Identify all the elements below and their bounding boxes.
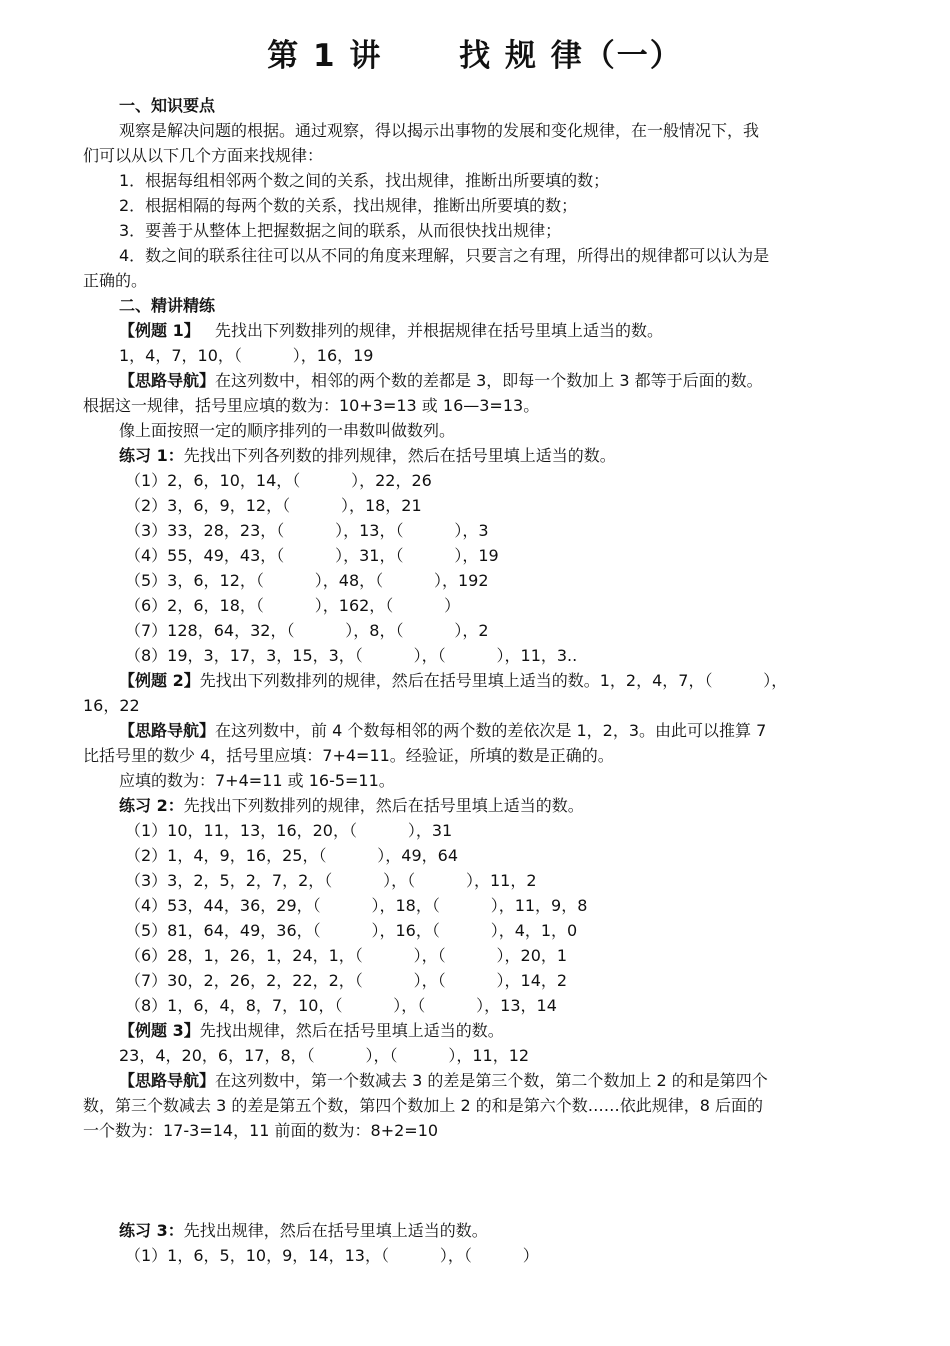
solution-text: 在这列数中，前 4 个数每相邻的两个数的差依次是 1，2，3。由此可以推算 7 xyxy=(215,721,767,740)
practice-3-label: 练习 3： xyxy=(119,1221,184,1240)
practice-2-item: （6）28，1，26，1，24，1，（ ），（ ），20，1 xyxy=(125,946,568,965)
practice-1-item: （4）55，49，43，（ ），31，（ ），19 xyxy=(125,546,499,565)
practice-2-item: （4）53，44，36，29，（ ），18，（ ），11，9，8 xyxy=(125,896,588,915)
practice-1-item: （3）33，28，23，（ ），13，（ ），3 xyxy=(125,521,489,540)
solution-label: 【思路导航】 xyxy=(119,721,216,740)
practice-2-item: （2）1，4，9，16，25，（ ），49，64 xyxy=(125,846,459,865)
example-2-solution-line-2: 比括号里的数少 4，括号里应填：7+4=11。经验证，所填的数是正确的。 xyxy=(83,746,614,765)
point-2: 2．根据相隔的每两个数的关系，找出规律，推断出所要填的数； xyxy=(119,196,578,215)
practice-2-item: （5）81，64，49，36，（ ），16，（ ），4，1，0 xyxy=(125,921,578,940)
practice-1-item: （7）128，64，32，（ ），8，（ ），2 xyxy=(125,621,489,640)
point-4-line-1: 4．数之间的联系往往可以从不同的角度来理解，只要言之有理，所得出的规律都可以认为是 xyxy=(119,246,770,265)
solution-label: 【思路导航】 xyxy=(119,371,216,390)
practice-1-item: （1）2，6，10，14，（ ），22，26 xyxy=(125,471,432,490)
practice-1-item: （6）2，6，18，（ ），162，（ ） xyxy=(125,596,461,615)
example-1-solution-line-2: 根据这一规律，括号里应填的数为：10+3=13 或 16—3=13。 xyxy=(83,396,540,415)
practice-2-text: 先找出下列数排列的规律，然后在括号里填上适当的数。 xyxy=(183,796,584,815)
practice-1-item: （5）3，6，12，（ ），48，（ ），192 xyxy=(125,571,489,590)
solution-text: 在这列数中，第一个数减去 3 的差是第三个数，第二个数加上 2 的和是第四个 xyxy=(215,1071,768,1090)
example-3-solution-line-2: 数，第三个数减去 3 的差是第五个数，第四个数加上 2 的和是第六个数……依此规律，8 后面的 xyxy=(83,1096,763,1115)
practice-3-text: 先找出规律，然后在括号里填上适当的数。 xyxy=(183,1221,488,1240)
section1-heading: 一、知识要点 xyxy=(119,96,216,115)
practice-2-item: （1）10，11，13，16，20，（ ），31 xyxy=(125,821,453,840)
practice-2-item: （8）1，6，4，8，7，10，（ ），（ ），13，14 xyxy=(125,996,557,1015)
example-2-answer: 应填的数为：7+4=11 或 16-5=11。 xyxy=(119,771,395,790)
intro-line-1: 观察是解决问题的根据。通过观察，得以揭示出事物的发展和变化规律，在一般情况下，我 xyxy=(119,121,760,140)
example-3-sequence: 23，4，20，6，17，8，（ ），（ ），11，12 xyxy=(119,1046,530,1065)
example-3-solution-line-3: 一个数为：17-3=14，11 前面的数为：8+2=10 xyxy=(83,1121,439,1140)
practice-1-label: 练习 1： xyxy=(119,446,184,465)
example-2-solution-line-1 xyxy=(83,718,939,743)
point-1: 1．根据每组相邻两个数之间的关系，找出规律，推断出所要填的数； xyxy=(119,171,610,190)
example-3-label: 【例题 3】 xyxy=(119,1021,200,1040)
practice-2-item: （3）3，2，5，2，7，2，（ ），（ ），11，2 xyxy=(125,871,537,890)
practice-1-prompt xyxy=(83,443,939,468)
example-2-prompt xyxy=(83,668,939,693)
example-1-sequence: 1，4，7，10，（ ），16，19 xyxy=(119,346,374,365)
practice-3-item: （1）1，6，5，10，9，14，13，（ ），（ ） xyxy=(125,1246,539,1265)
solution-text: 在这列数中，相邻的两个数的差都是 3，即每一个数加上 3 都等于后面的数。 xyxy=(215,371,763,390)
practice-3-prompt xyxy=(83,1218,939,1243)
practice-2-item: （7）30，2，26，2，22，2，（ ），（ ），14，2 xyxy=(125,971,568,990)
point-3: 3．要善于从整体上把握数据之间的联系，从而很快找出规律； xyxy=(119,221,562,240)
practice-1-text: 先找出下列各列数的排列规律，然后在括号里填上适当的数。 xyxy=(183,446,616,465)
solution-label: 【思路导航】 xyxy=(119,1071,216,1090)
example-1-solution-line-1 xyxy=(83,368,939,393)
practice-2-label: 练习 2： xyxy=(119,796,184,815)
section2-heading: 二、精讲精练 xyxy=(119,296,216,315)
example-3-text: 先找出规律，然后在括号里填上适当的数。 xyxy=(199,1021,504,1040)
practice-2-prompt xyxy=(83,793,939,818)
practice-1-item: （8）19，3，17，3，15，3，（ ），（ ），11，3.. xyxy=(125,646,578,665)
point-4-line-2: 正确的。 xyxy=(83,271,148,290)
example-2-label: 【例题 2】 xyxy=(119,671,200,690)
example-1-label: 【例题 1】 xyxy=(119,321,200,340)
intro-line-2: 们可以从以下几个方面来找规律： xyxy=(83,146,324,165)
example-3-solution-line-1 xyxy=(83,1068,939,1093)
example-2-sequence-end: 16，22 xyxy=(83,696,140,715)
sequence-definition: 像上面按照一定的顺序排列的一串数叫做数列。 xyxy=(119,421,456,440)
example-1-prompt xyxy=(83,318,939,343)
practice-1-item: （2）3，6，9，12，（ ），18，21 xyxy=(125,496,422,515)
page-title: 第 1 讲 找 规 律（一） xyxy=(267,38,683,74)
example-3-prompt xyxy=(83,1018,939,1043)
example-2-text: 先找出下列数排列的规律，然后在括号里填上适当的数。1，2，4，7，（ ）， xyxy=(199,671,788,690)
example-1-text: 先找出下列数排列的规律，并根据规律在括号里填上适当的数。 xyxy=(199,321,663,340)
